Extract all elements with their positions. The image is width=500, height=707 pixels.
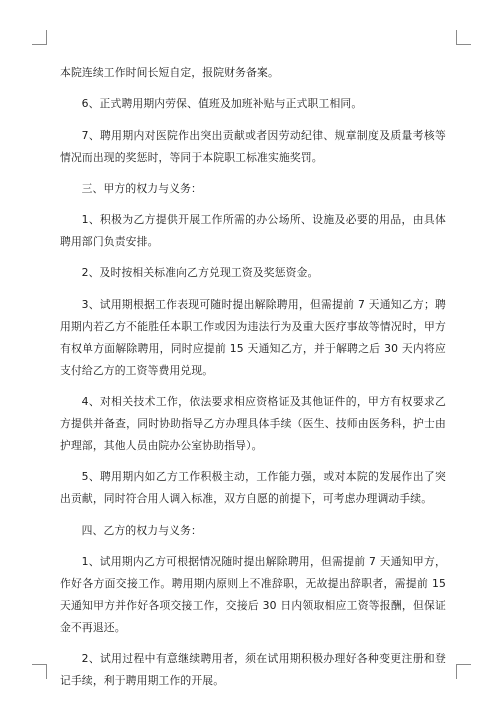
section-heading: 四、乙方的权力与义务： <box>81 523 203 537</box>
paragraph: 7、聘用期内对医院作出突出贡献或者因劳动纪律、规章制度及质量考核等情况而出现的奖惩时，等同于本院职工标准实施奖罚。 <box>60 128 446 164</box>
paragraph: 6、正式聘用期内劳保、值班及加班补贴与正式职工相同。 <box>81 97 363 111</box>
paragraph: 1、试用期内乙方可根据情况随时提出解除聘用，但需提前 7 天通知甲方，作好各方面交接工作。聘用期内原则上不准辞职，无故提出辞职者，需提前 15 天通知甲方并作好各项交接工作，交接后 30 日内领取相应工资等报酬，但保证金不再退还。 <box>60 554 446 634</box>
paragraph: 5、聘用期内如乙方工作积极主动，工作能力强，或对本院的发展作出了突出贡献，同时符合用人调入标准，双方自愿的前提下，可考虑办理调动手续。 <box>60 470 446 506</box>
crop-mark-top-right <box>456 30 471 45</box>
section-heading: 三、甲方的权力与义务： <box>81 181 203 195</box>
paragraph: 4、对相关技术工作，依法要求相应资格证及其他证件的，甲方有权要求乙方提供并备查，同时协助指导乙方办理具体手续（医生、技师由医务科，护士由护理部，其他人员由院办公室协助指导）。 <box>60 395 446 453</box>
paragraph: 3、试用期根据工作表现可随时提出解除聘用，但需提前 7 天通知乙方；聘用期内若乙方不能胜任本职工作或因为违法行为及重大医疗事故等情况时，甲方有权单方面解除聘用，同时应提前 15 天通知乙方，并于解聘之后 30 天内将应支付给乙方的工资等费用兑现。 <box>60 297 446 377</box>
crop-mark-top-left <box>32 30 47 45</box>
paragraph: 1、积极为乙方提供开展工作所需的办公场所、设施及必要的用品，由具体聘用部门负责安排。 <box>60 213 446 249</box>
paragraph: 2、试用过程中有意继续聘用者，须在试用期积极办理好各种变更注册和登记手续，利于聘用期工作的开展。 <box>60 652 446 688</box>
document-body <box>60 62 446 702</box>
crop-mark-bottom-left <box>32 664 47 679</box>
paragraph: 2、及时按相关标准向乙方兑现工资及奖惩资金。 <box>81 266 319 280</box>
paragraph: 本院连续工作时间长短自定，报院财务备案。 <box>60 66 279 79</box>
crop-mark-bottom-right <box>456 664 471 679</box>
